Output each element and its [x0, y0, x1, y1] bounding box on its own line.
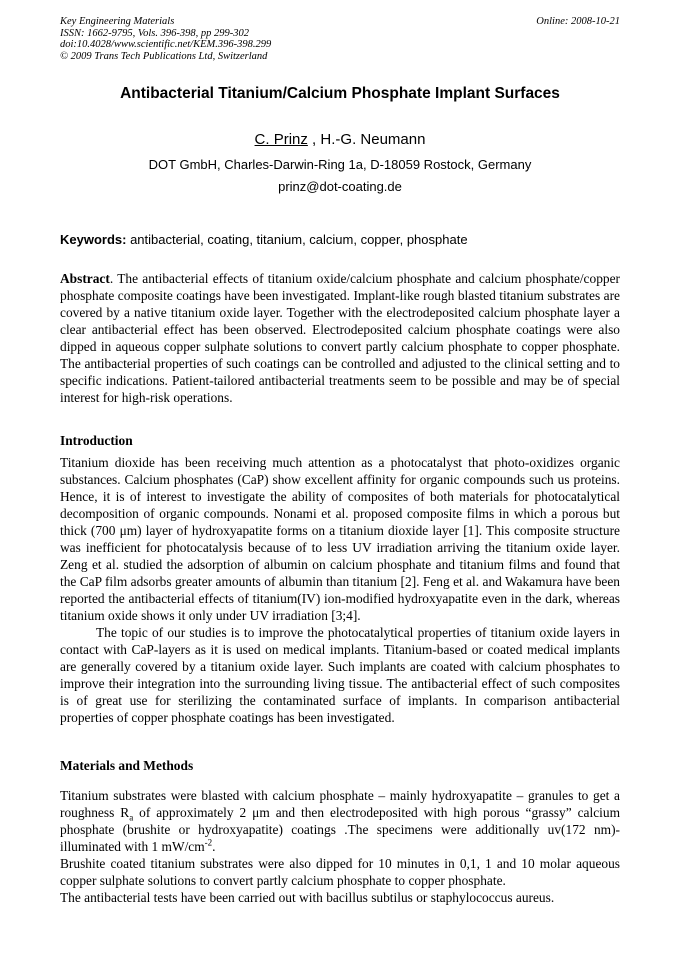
abstract-body: . The antibacterial effects of titanium oxide/calcium phosphate and calcium phosphate/copper phosphate composite coatings have been investigated. Implant-like rough blasted titanium substrates are covered by a native titanium oxide layer. Together with the electrodeposited calcium phosphate layer a clear antibacterial effect has been observed. Electrodeposited calcium phosphate coatings were also dipped in aqueous copper sulphate solutions to convert partly calcium phosphate to copper phosphate. The antibacterial properties of such coatings can be controlled and adjusted to the clinical setting and to specific indications. Patient-tailored antibacterial treatments seem to be possible and may be of special interest for high-risk operations.: [60, 271, 620, 405]
section-heading-introduction: Introduction: [60, 433, 133, 448]
materials-paragraph-3: The antibacterial tests have been carried out with bacillus subtilus or staphylococcus aureus.: [60, 890, 555, 905]
introduction-paragraph-2: The topic of our studies is to improve the photocatalytical properties of titanium oxide layers in contact with CaP-layers as it is used on medical implants. Titanium-based or coated medical implants are generally covered by a titanium oxide layer. Such implants are coated with calcium phosphates to improve their integration into the surrounding living tissue. The antibacterial effect of such composites is of great use for sterilizing the contaminated surface of implants. In comparison antibacterial properties of copper phosphate coatings has been investigated.: [60, 625, 620, 725]
materials-p1-period: .: [212, 839, 216, 854]
keywords-body: antibacterial, coating, titanium, calcium, copper, phosphate: [126, 232, 468, 247]
materials-p1-text: Titanium substrates were blasted with calcium phosphate – mainly hydroxyapatite – granules to get a roughness R: [60, 788, 620, 820]
materials-paragraph-2: Brushite coated titanium substrates were also dipped for 10 minutes in 0,1, 1 and 10 molar aqueous copper sulphate solutions to convert partly calcium phosphate to copper phosphate.: [60, 856, 620, 888]
online-date: Online: 2008-10-21: [536, 16, 620, 27]
doi-line: doi:10.4028/www.scientific.net/KEM.396-398.299: [60, 39, 272, 50]
section-heading-materials-methods: Materials and Methods: [60, 758, 194, 773]
author-coauthor: H.-G. Neumann: [320, 131, 426, 148]
issn-line: ISSN: 1662-9795, Vols. 396-398, pp 299-302: [60, 27, 249, 39]
journal-header-left: [60, 16, 271, 62]
authors-line: [60, 131, 620, 148]
copyright-line: © 2009 Trans Tech Publications Ltd, Switzerland: [60, 50, 268, 62]
materials-paragraph-1: [60, 787, 620, 855]
email-address: prinz@dot-coating.de: [278, 179, 402, 194]
subscript-a: a: [129, 812, 134, 823]
superscript-minus-2: -2: [204, 837, 213, 848]
abstract-label: Abstract: [60, 271, 110, 286]
authors-separator: ,: [307, 131, 321, 148]
keywords-line: [60, 232, 620, 247]
abstract-paragraph: [60, 270, 620, 406]
journal-name: Key Engineering Materials: [60, 16, 175, 27]
journal-header: [60, 16, 620, 62]
author-presenting: C. Prinz: [254, 131, 308, 148]
introduction-paragraph-1: Titanium dioxide has been receiving much attention as a photocatalyst that photo-oxidizes organic substances. Calcium phosphates (CaP) show excellent affinity for organic compounds such us proteins. Hence, it is of interest to investigate the ability of composites of both materials for photocatalytical decomposition of organic compounds. Nonami et al. proposed composite films in which a porous but thick (700 μm) layer of hydroxyapatite forms on a titanium dioxide layer [1]. This composite structure was inefficient for photocatalysis because of to less UV irradiation arriving the titanium oxide layer. Zeng et al. studied the adsorption of albumin on calcium phosphate and titanium films and found that the CaP film adsorbs greater amounts of albumin than titanium [2]. Feng et al. and Wakamura have been reported the antibacterial effects of titanium(IV) ion-modified hydroxyapatite even in the dark, whereas titanium oxide shows it only under UV irradiation [3;4].: [60, 455, 620, 623]
paper-title: Antibacterial Titanium/Calcium Phosphate Implant Surfaces: [120, 85, 560, 102]
keywords-label: Keywords:: [60, 232, 127, 247]
affiliation: DOT GmbH, Charles-Darwin-Ring 1a, D-18059 Rostock, Germany: [148, 157, 532, 172]
materials-p1-text-continued: of approximately 2 μm and then electrodeposited with high porous “grassy” calcium phosphate (brushite or hydroxyapatite) coatings .The specimens were additionally uv(172 nm)-illuminated with 1 mW/cm: [60, 805, 620, 854]
